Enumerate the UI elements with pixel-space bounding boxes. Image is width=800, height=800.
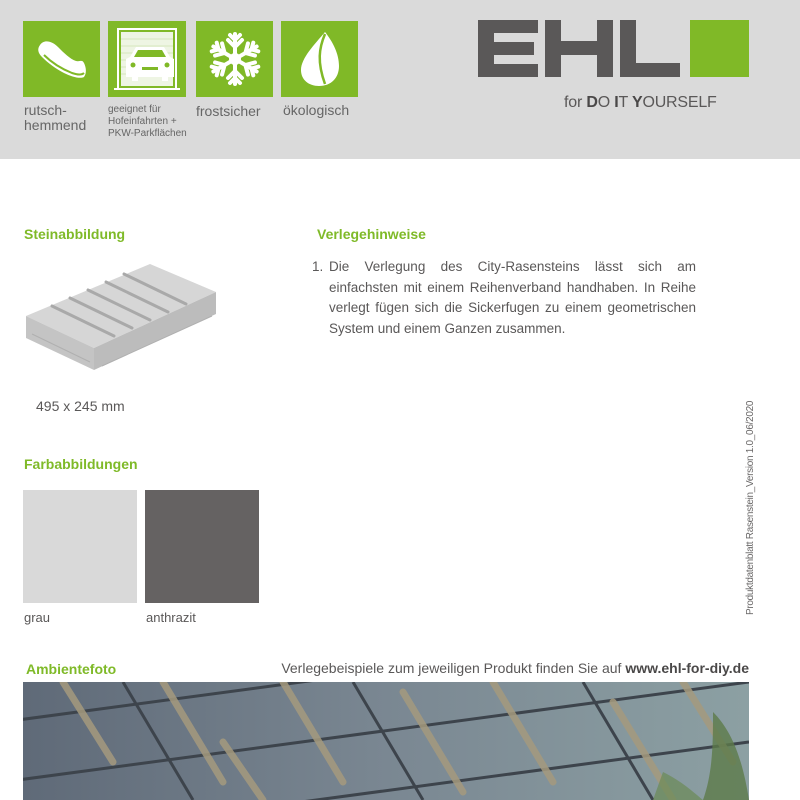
swatch-grau bbox=[23, 490, 137, 603]
stone-section-title: Steinabbildung bbox=[24, 226, 126, 242]
feature-anti-slip bbox=[23, 21, 100, 97]
snowflake-icon bbox=[206, 30, 264, 88]
feature-label-frost-resistant: frostsicher bbox=[196, 103, 261, 119]
car-garage-icon bbox=[110, 23, 184, 95]
stone-dimensions: 495 x 245 mm bbox=[36, 398, 125, 414]
swatch-label-anthrazit: anthrazit bbox=[146, 610, 196, 625]
feature-label-driveway: geeignet für Hofeinfahrten + PKW-Parkflächen bbox=[108, 104, 187, 139]
stone-image bbox=[22, 258, 220, 376]
instructions-list bbox=[312, 257, 696, 339]
ambient-note: Verlegebeispiele zum jeweiligen Produkt finden Sie auf www.ehl-for-diy.de bbox=[281, 660, 749, 676]
header-band bbox=[0, 0, 800, 159]
website-link[interactable]: www.ehl-for-diy.de bbox=[625, 660, 749, 676]
feature-label-anti-slip: rutsch- hemmend bbox=[24, 102, 87, 133]
ehl-wordmark bbox=[476, 20, 682, 77]
shoe-icon bbox=[32, 31, 92, 87]
feature-label-ecological: ökologisch bbox=[283, 102, 350, 118]
feature-driveway bbox=[108, 21, 186, 97]
feature-ecological bbox=[281, 21, 358, 97]
colors-section-title: Farbabbildungen bbox=[24, 456, 138, 472]
instruction-number: 1. bbox=[312, 259, 324, 274]
instruction-text: Die Verlegung des City-Rasensteins lässt sich am einfachsten mit einem Reihenverband handhaben. In Reihe verlegt fügen sich die Sickerfugen zu einem geometrischen System und einem Ganzen zusammen. bbox=[329, 259, 696, 336]
swatch-anthrazit bbox=[145, 490, 259, 603]
instruction-item bbox=[312, 257, 696, 339]
instructions-title: Verlegehinweise bbox=[317, 226, 426, 242]
ambient-section-title: Ambientefoto bbox=[26, 661, 117, 677]
logo-green-square bbox=[690, 20, 749, 77]
ambient-photo bbox=[23, 682, 749, 800]
swatch-label-grau: grau bbox=[24, 610, 51, 625]
logo-tagline: for DO IT YOURSELF bbox=[564, 94, 717, 111]
version-note: Produktdatenblatt Rasenstein_Version 1.0_06/2020 bbox=[745, 400, 756, 615]
feature-frost-resistant bbox=[196, 21, 273, 97]
water-drop-icon bbox=[295, 30, 345, 88]
